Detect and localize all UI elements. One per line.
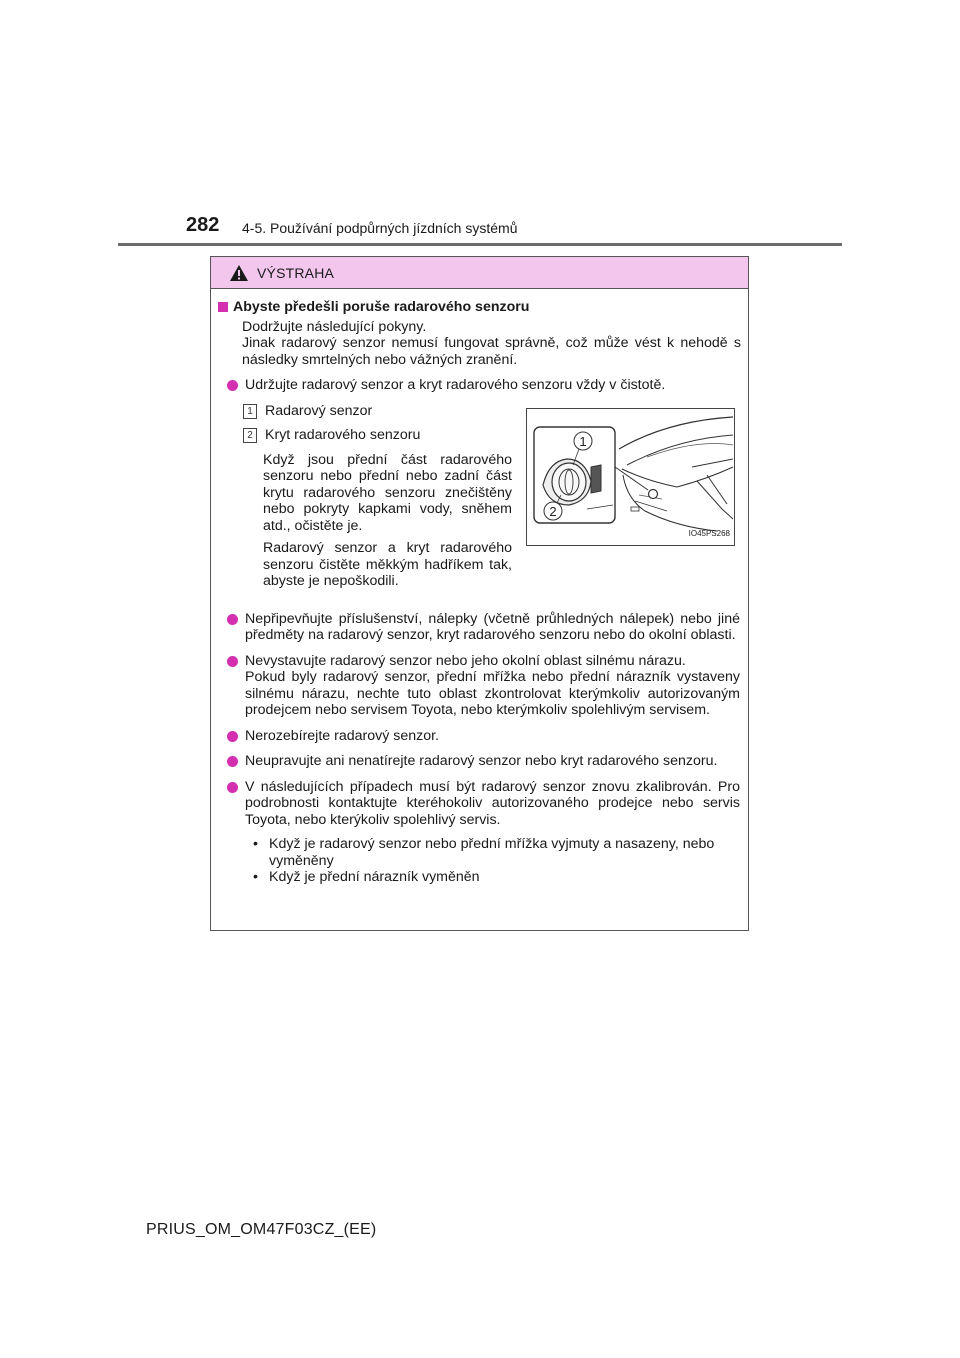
radar-sensor-illustration: [526, 408, 735, 546]
note-paragraph: Radarový senzor a kryt radarového senzoru čistěte měkkým hadříkem tak, abyste je nepoškodili.: [263, 540, 512, 589]
warning-triangle-icon: [229, 264, 249, 282]
intro-paragraph-1: Dodržujte následující pokyny.: [242, 318, 427, 335]
document-code: PRIUS_OM_OM47F03CZ_(EE): [146, 1221, 377, 1238]
list-item-text: [245, 653, 741, 719]
warning-heading: [218, 299, 741, 316]
warning-heading-text: Abyste předešli poruše radarového senzoru: [233, 299, 530, 315]
list-item: [218, 611, 741, 644]
section-title: 4-5. Používání podpůrných jízdních systémů: [242, 220, 518, 236]
intro-paragraph-2: Jinak radarový senzor nemusí fungovat správně, což může vést k nehodě s následky smrtelných nebo vážných zranění.: [242, 335, 741, 368]
list-item-text: Nerozebírejte radarový senzor.: [245, 727, 439, 744]
note-paragraph: Když jsou přední část radarového senzoru nebo přední nebo zadní část krytu radarového senzoru znečištěny nebo pokryty kapkami vody, sněhem atd., očistěte je.: [263, 451, 512, 534]
circle-bullet-icon: [227, 756, 238, 767]
figure-code: IO45PS268: [688, 529, 730, 538]
square-bullet-icon: [218, 302, 228, 312]
list-item: [218, 753, 741, 770]
circle-bullet-icon: [227, 656, 238, 667]
page-number: 282: [186, 214, 220, 236]
circle-bullet-icon: [227, 614, 238, 625]
sub-list: [253, 836, 741, 886]
warning-content: [211, 289, 748, 886]
sub-list-item-text: Když je přední nárazník vyměněn: [269, 869, 480, 885]
list-item-text: Neupravujte ani nenatírejte radarový senzor nebo kryt radarového senzoru.: [245, 753, 718, 769]
callout-list: [243, 404, 513, 590]
sub-list-item: [253, 869, 741, 886]
car-front-drawing: [527, 409, 734, 545]
list-item-text-line: Pokud byly radarový senzor, přední mřížka nebo přední nárazník vystaveny silnému nárazu, nechte tuto oblast zkontrolovat kterýmkoliv autorizovaným prodejcem nebo servisem Toyota, nebo kterýmkoliv spolehlivým servisem.: [245, 669, 740, 718]
callout-label: Kryt radarového senzoru: [265, 427, 421, 444]
sub-bullet: •: [253, 869, 258, 885]
figure-callout-1: 1: [579, 433, 587, 449]
list-item: [218, 377, 741, 394]
sub-list-item-text: Když je radarový senzor nebo přední mřížka vyjmuty a nasazeny, nebo vyměněny: [269, 836, 715, 869]
warning-box: [210, 256, 749, 931]
warning-title: VÝSTRAHA: [257, 264, 335, 281]
list-item-text-line: Nevystavujte radarový senzor nebo jeho okolní oblast silnému nárazu.: [245, 652, 686, 669]
circle-bullet-icon: [227, 782, 238, 793]
header-divider: [118, 243, 842, 246]
list-item: [218, 728, 741, 745]
list-item-text: Nepřipevňujte příslušenství, nálepky (včetně průhledných nálepek) nebo jiné předměty na radarový senzor, kryt radarového senzoru nebo do okolní oblasti.: [245, 610, 740, 643]
circle-bullet-icon: [227, 731, 238, 742]
callout-number: 2: [243, 428, 257, 443]
sub-list-item: [253, 836, 741, 869]
circle-bullet-icon: [227, 380, 238, 391]
list-item: [218, 779, 741, 829]
warning-header: [211, 257, 748, 289]
list-item: [218, 653, 741, 719]
callout-item: [243, 404, 513, 420]
list-item-text: Udržujte radarový senzor a kryt radarového senzoru vždy v čistotě.: [245, 377, 666, 393]
figure-callout-2: 2: [549, 503, 557, 519]
callout-number: 1: [243, 404, 257, 419]
callout-label: Radarový senzor: [265, 403, 373, 420]
figure-area: [218, 404, 741, 602]
sub-bullet: •: [253, 836, 258, 852]
callout-item: [243, 428, 513, 444]
list-item-text: V následujících případech musí být radarový senzor znovu zkalibrován. Pro podrobnosti kontaktujte kteréhokoliv autorizovaného prodejce nebo servis Toyota, nebo kterýkoliv spolehlivý servis.: [245, 778, 740, 828]
